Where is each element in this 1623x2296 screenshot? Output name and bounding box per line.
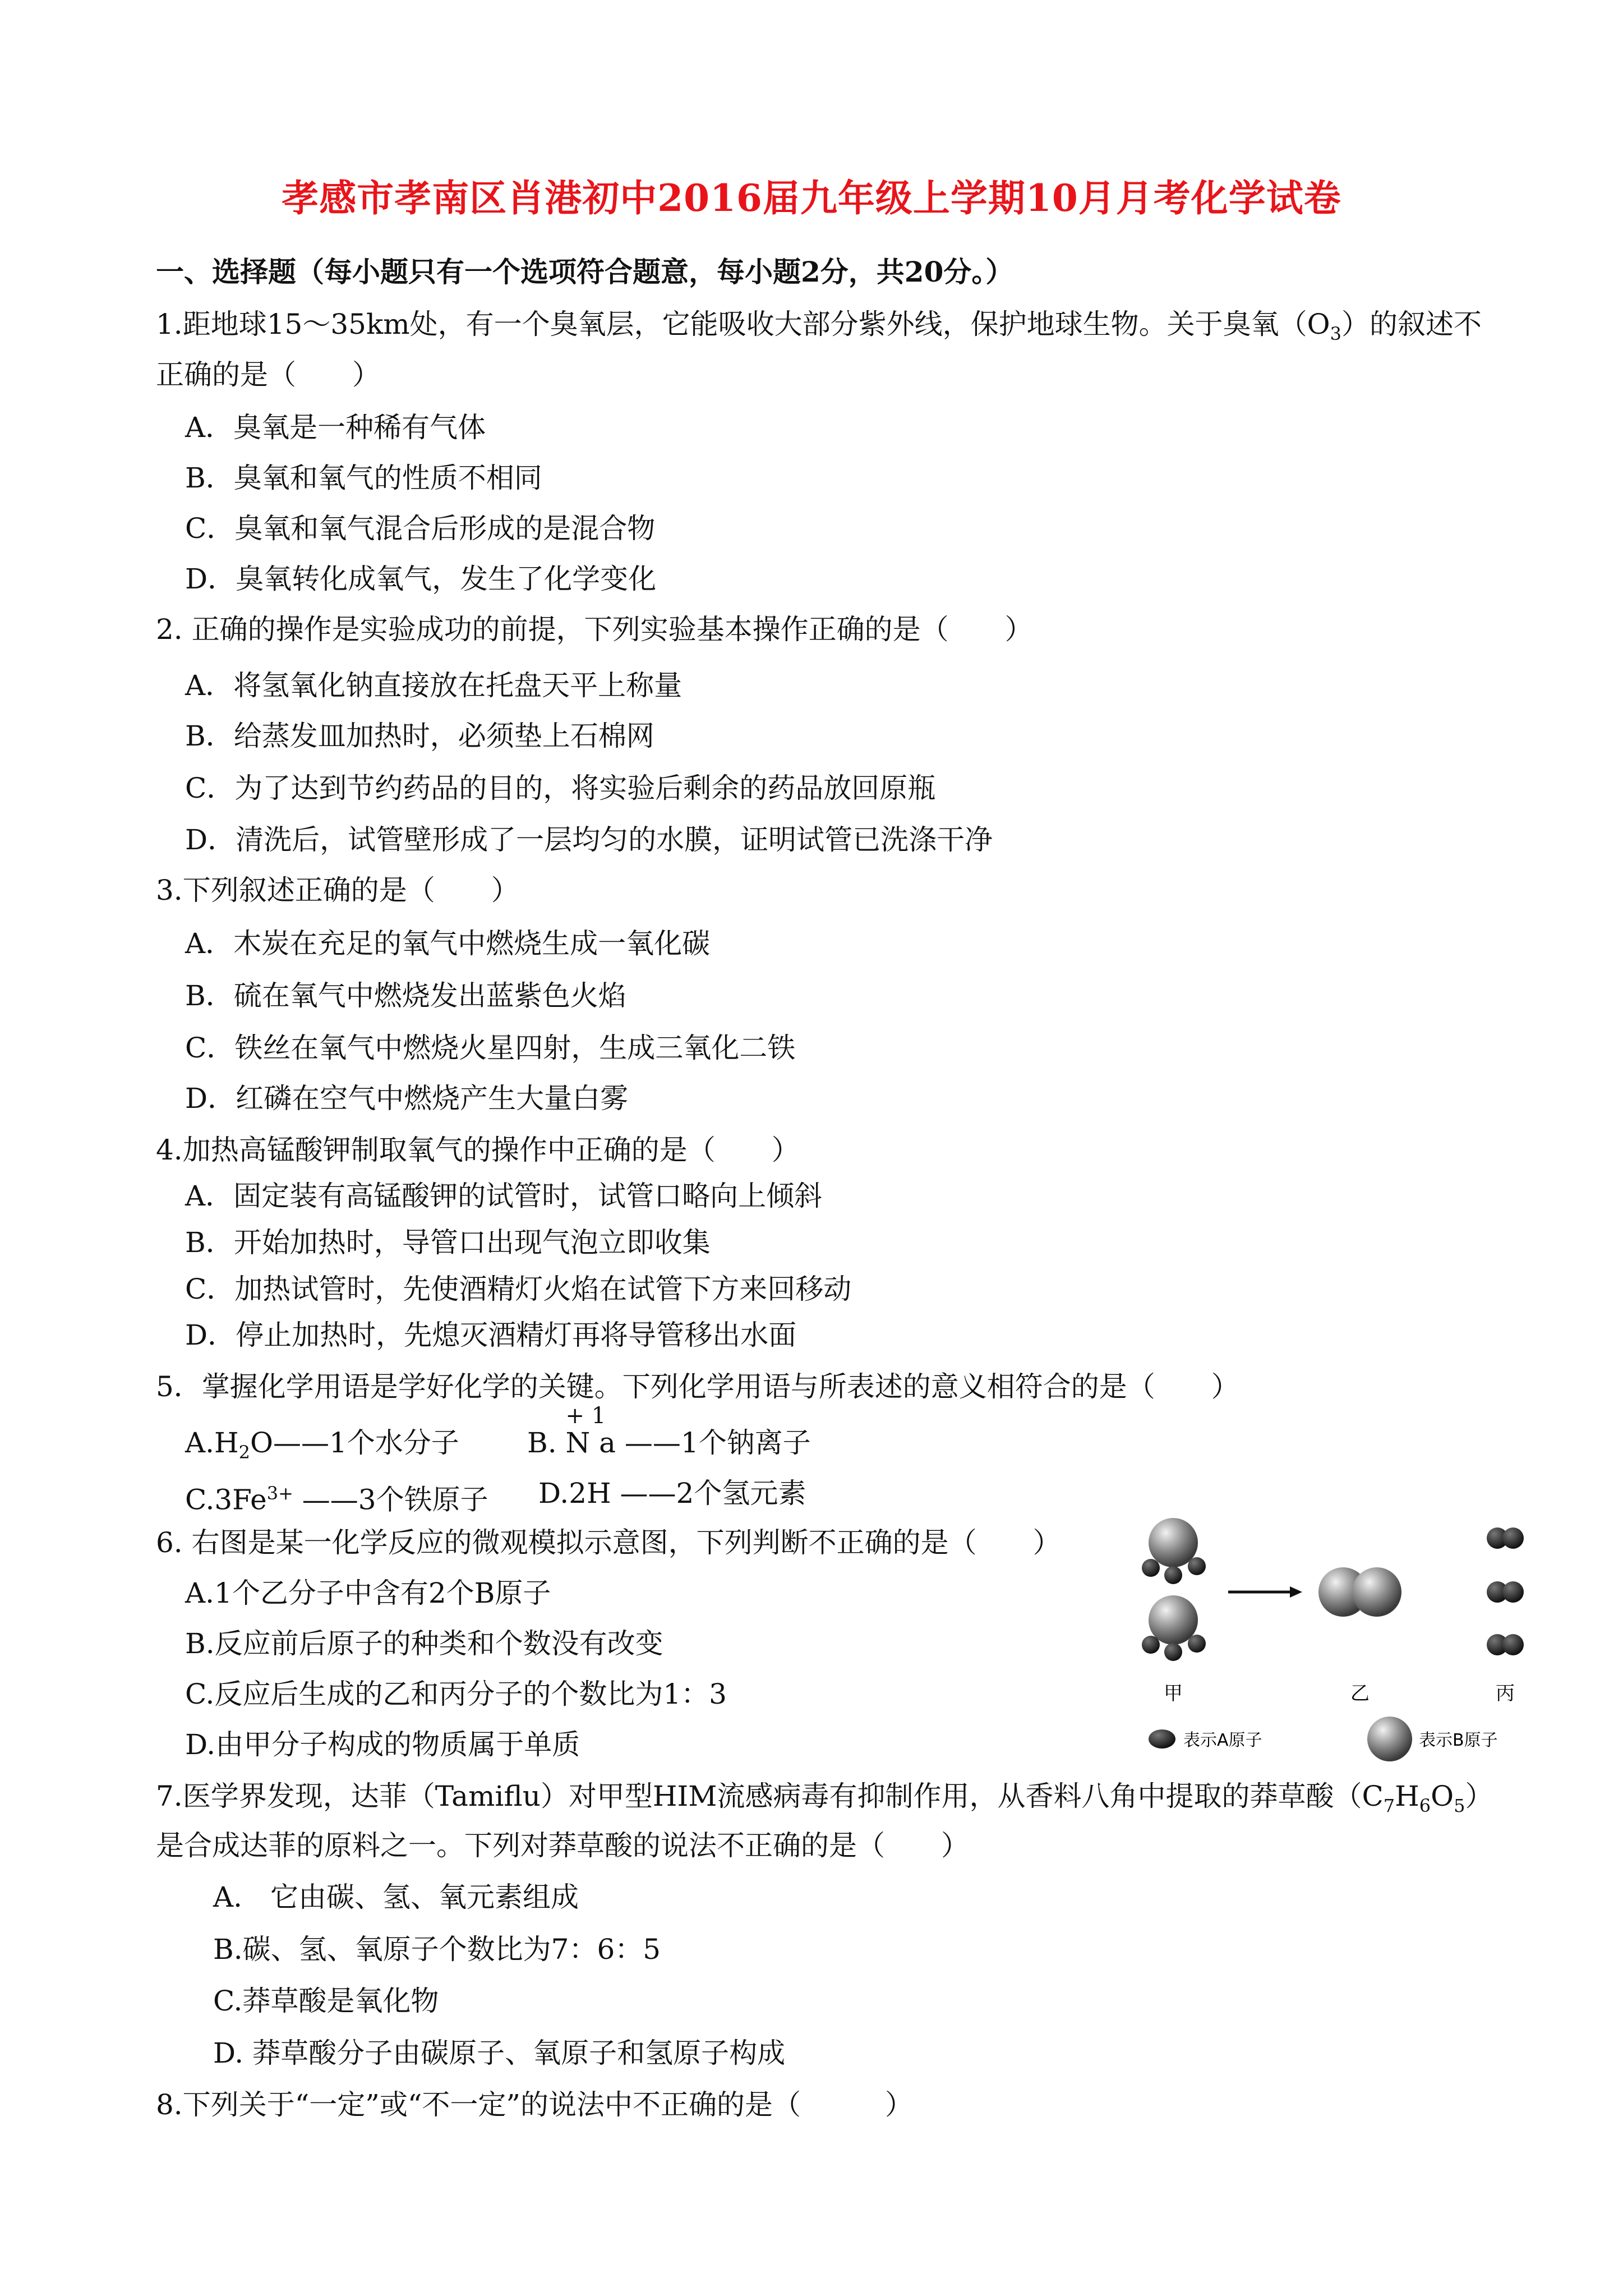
q1-option-b: B．臭氧和氧气的性质不相同 bbox=[185, 462, 542, 494]
q5-option-d: D.2H ——2个氢元素 bbox=[538, 1477, 806, 1510]
label-bing: 丙 bbox=[1496, 1682, 1515, 1705]
question-3-stem: 3.下列叙述正确的是（ ） bbox=[156, 874, 519, 907]
q5-option-b: B. + 1 N a ——1个钠离子 bbox=[527, 1426, 811, 1460]
q4-option-c: C．加热试管时，先使酒精灯火焰在试管下方来回移动 bbox=[185, 1273, 852, 1305]
q5-b-charge: + 1 bbox=[565, 1403, 606, 1429]
q4-option-d: D．停止加热时，先熄灭酒精灯再将导管移出水面 bbox=[185, 1319, 797, 1351]
q2-option-d: D．清洗后，试管壁形成了一层均匀的水膜，证明试管已洗涤干净 bbox=[185, 823, 993, 856]
q6-option-d: D.由甲分子构成的物质属于单质 bbox=[185, 1728, 580, 1761]
q7-option-a: A. 它由碳、氢、氧元素组成 bbox=[213, 1881, 579, 1913]
question-7-stem-cont: 是合成达菲的原料之一。下列对莽草酸的说法不正确的是（ ） bbox=[156, 1829, 969, 1862]
q2-option-b: B．给蒸发皿加热时，必须垫上石棉网 bbox=[185, 720, 654, 752]
legend-a-text: 表示A原子 bbox=[1183, 1731, 1262, 1750]
q2-option-c: C．为了达到节约药品的目的，将实验后剩余的药品放回原瓶 bbox=[185, 772, 936, 804]
q7-option-d: D. 莽草酸分子由碳原子、氧原子和氢原子构成 bbox=[213, 2037, 786, 2069]
question-8-stem: 8.下列关于“一定”或“不一定”的说法中不正确的是（ ） bbox=[156, 2088, 913, 2121]
q1-option-d: D．臭氧转化成氧气，发生了化学变化 bbox=[185, 563, 657, 595]
jia-molecule-1 bbox=[1142, 1518, 1206, 1584]
label-yi: 乙 bbox=[1350, 1682, 1370, 1705]
reaction-diagram-svg bbox=[1127, 1515, 1565, 1761]
q3-option-d: D．红磷在空气中燃烧产生大量白雾 bbox=[185, 1082, 629, 1115]
question-7-stem: 7.医学界发现，达菲（Tamiflu）对甲型HIM流感病毒有抑制作用，从香料八角中提取的莽草酸$(C_7H_6O_5)$ bbox=[156, 1780, 1493, 1816]
q7-option-b: B.碳、氢、氧原子个数比为7：6：5 bbox=[213, 1933, 661, 1966]
legend-atom-b bbox=[1367, 1717, 1498, 1761]
question-6-stem: 6. 右图是某一化学反应的微观模拟示意图，下列判断不正确的是（ ） bbox=[156, 1526, 1061, 1559]
section-heading: 一、选择题（每小题只有一个选项符合题意，每小题2分，共20分。） bbox=[156, 255, 1014, 288]
q3-option-c: C．铁丝在氧气中燃烧火星四射，生成三氧化二铁 bbox=[185, 1032, 796, 1064]
yi-molecule bbox=[1318, 1567, 1401, 1617]
question-2-stem: 2. 正确的操作是实验成功的前提，下列实验基本操作正确的是（ ） bbox=[156, 613, 1033, 646]
q4-option-a: A．固定装有高锰酸钾的试管时，试管口略向上倾斜 bbox=[185, 1180, 823, 1212]
bing-molecules bbox=[1487, 1527, 1524, 1655]
exam-title: 孝感市孝南区肖港初中2016届九年级上学期10月月考化学试卷 bbox=[282, 176, 1341, 220]
label-jia: 甲 bbox=[1164, 1682, 1183, 1705]
reaction-diagram bbox=[1127, 1515, 1565, 1761]
q6-option-a: A.1个乙分子中含有2个B原子 bbox=[185, 1577, 551, 1609]
question-5-stem: 5．掌握化学用语是学好化学的关键。下列化学用语与所表述的意义相符合的是（ ） bbox=[156, 1370, 1239, 1403]
q2-option-a: A．将氢氧化钠直接放在托盘天平上称量 bbox=[185, 669, 683, 702]
q5-option-c: $C.3Fe^{3+}$ ——3个铁原子 bbox=[185, 1483, 488, 1516]
q4-option-b: B．开始加热时，导管口出现气泡立即收集 bbox=[185, 1226, 711, 1259]
question-1-stem-cont: 正确的是（ ） bbox=[156, 358, 380, 391]
q6-option-c: C.反应后生成的乙和丙分子的个数比为1：3 bbox=[185, 1678, 727, 1710]
question-1-stem: 1.距地球15～35km处，有一个臭氧层，它能吸收大部分紫外线，保护地球生物。关于臭氧$(O_3)$的叙述不 bbox=[156, 308, 1482, 344]
legend-b-text: 表示B原子 bbox=[1419, 1731, 1498, 1750]
q5-option-a: $A.H_2O——1$个水分子 bbox=[185, 1427, 459, 1463]
q1-option-c: C．臭氧和氧气混合后形成的是混合物 bbox=[185, 512, 656, 545]
q1-option-a: A．臭氧是一种稀有气体 bbox=[185, 411, 486, 444]
q6-option-b: B.反应前后原子的种类和个数没有改变 bbox=[185, 1627, 663, 1660]
legend-atom-a bbox=[1149, 1729, 1262, 1750]
q3-option-b: B．硫在氧气中燃烧发出蓝紫色火焰 bbox=[185, 979, 626, 1012]
jia-molecule-2 bbox=[1142, 1595, 1206, 1661]
question-4-stem: 4.加热高锰酸钾制取氧气的操作中正确的是（ ） bbox=[156, 1134, 800, 1166]
q7-option-c: C.莽草酸是氧化物 bbox=[213, 1985, 439, 2017]
q3-option-a: A．木炭在充足的氧气中燃烧生成一氧化碳 bbox=[185, 927, 711, 960]
reaction-arrow bbox=[1228, 1586, 1302, 1598]
